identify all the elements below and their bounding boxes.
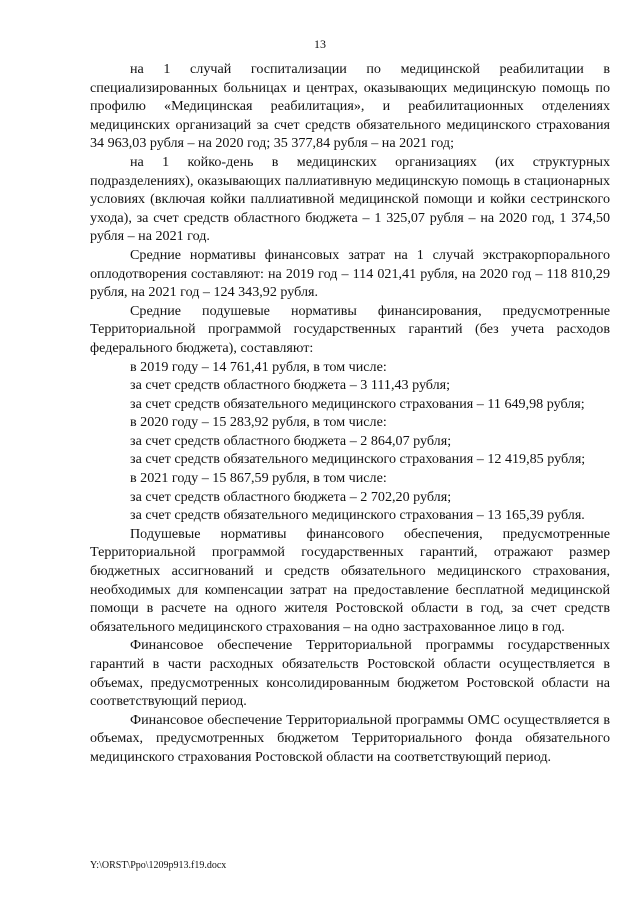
paragraph-rehab-case: на 1 случай госпитализации по медицинской реабилитации в специализированных больницах и центрах, оказывающих медицинскую помощь по профилю «Медицинская реабилитация», и реабилитационных отделениях медицинских организаций за счет средств обязательного медицинского страхования 34 963,03 рубля – на 2020 год; 35 377,84 рубля – на 2021 год; [90,61,610,152]
paragraph-per-capita-explanation: Подушевые нормативы финансового обеспечения, предусмотренные Территориальной программой государственных гарантий, отражают размер бюджетных ассигнований и средств обязательного медицинского страхования, необходимых для компенсации затрат на предоставление бесплатной медицинской помощи в расчете на одного жителя Ростовской области в год, за счет средств обязательного медицинского страхования – на одно застрахованное лицо в год. [90,525,610,635]
line-2019-oms: за счет средств обязательного медицинского страхования – 11 649,98 рубля; [130,395,585,412]
line-2020-regional: за счет средств областного бюджета – 2 864,07 рубля; [130,432,452,449]
page-number: 13 [314,37,326,51]
line-2019-total: в 2019 году – 14 761,41 рубля, в том числе: [130,358,387,375]
document-body [90,60,610,767]
line-2021-total: в 2021 году – 15 867,59 рубля, в том числе: [130,470,387,487]
paragraph-palliative-bed-day: на 1 койко-день в медицинских организациях (их структурных подразделениях), оказывающих паллиативную медицинскую помощь в стационарных условиях (включая койки паллиативной медицинской помощи и койки сестринского ухода), за счет средств областного бюджета – 1 325,07 рубля – на 2020 год, 1 374,50 рубля – на 2021 год. [90,153,610,245]
line-2021-oms: за счет средств обязательного медицинского страхования – 13 165,39 рубля. [130,507,585,524]
paragraph-per-capita-intro: Средние подушевые нормативы финансирования, предусмотренные Территориальной программой государственных гарантий (без учета расходов федерального бюджета), составляют: [90,302,610,356]
paragraph-ivf-costs: Средние нормативы финансовых затрат на 1 случай экстракорпорального оплодотворения составляют: на 2019 год – 114 021,41 рубля, на 2020 год – 118 810,29 рубля, на 2021 год – 124 343,92 рубля. [90,246,610,301]
line-2020-total: в 2020 году – 15 283,92 рубля, в том числе: [130,414,387,431]
footer-file-path: Y:\ORST\Ppo\1209p913.f19.docx [90,860,227,871]
paragraph-oms-funding: Финансовое обеспечение Территориальной программы ОМС осуществляется в объемах, предусмотренных бюджетом Территориального фонда обязательного медицинского страхования Ростовской области на соответствующий период. [90,711,610,765]
paragraph-regional-funding: Финансовое обеспечение Территориальной программы государственных гарантий в части расходных обязательств Ростовской области осуществляется в объемах, предусмотренных консолидированным бюджетом Ростовской области на соответствующий период. [90,637,610,710]
line-2021-regional: за счет средств областного бюджета – 2 702,20 рубля; [130,488,452,505]
line-2019-regional: за счет средств областного бюджета – 3 111,43 рубля; [130,377,451,394]
line-2020-oms: за счет средств обязательного медицинского страхования – 12 419,85 рубля; [130,451,586,468]
